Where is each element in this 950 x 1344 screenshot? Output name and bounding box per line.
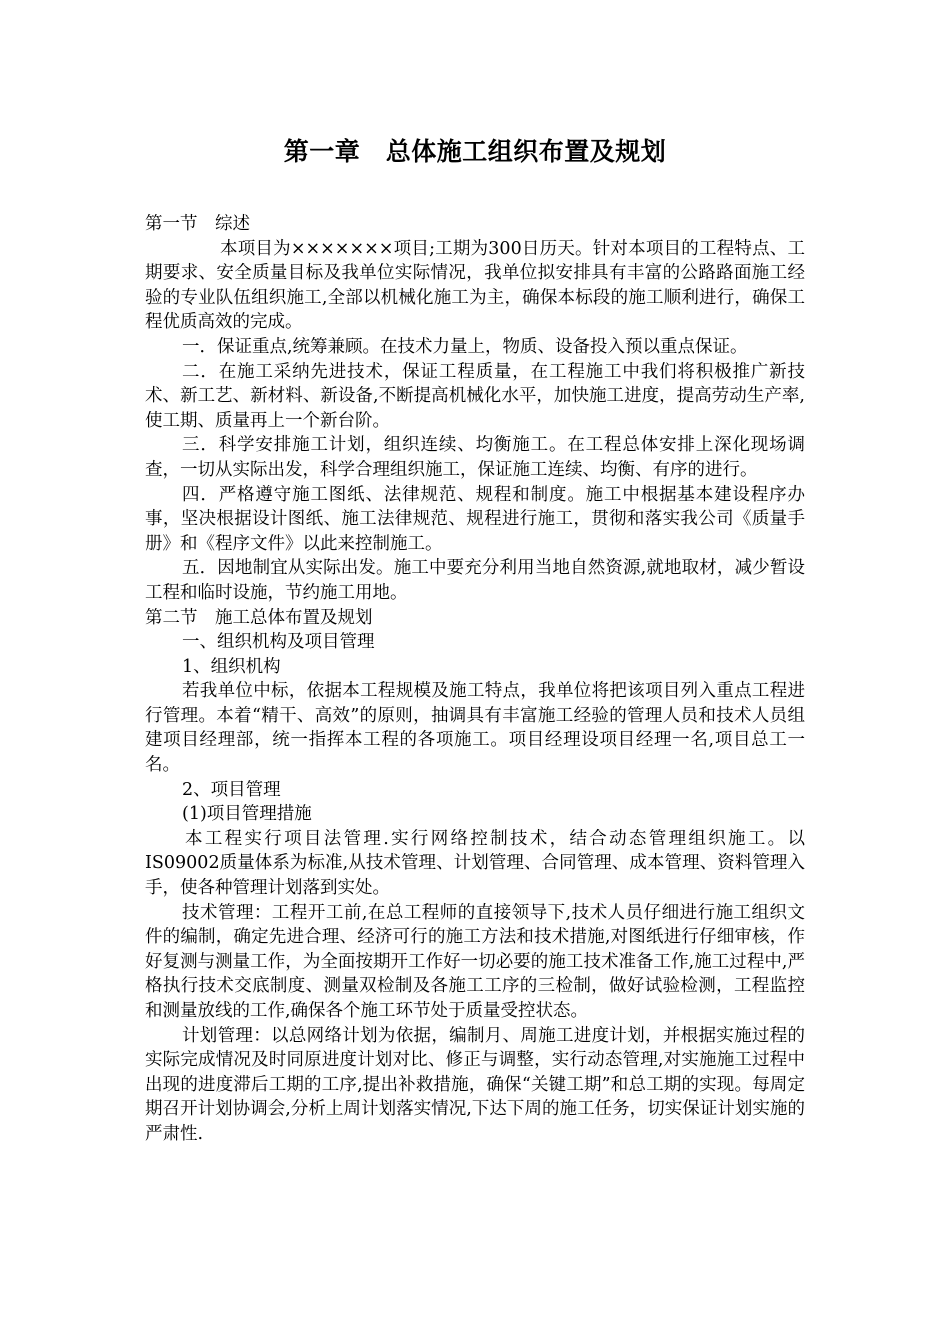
paragraph: 三．科学安排施工计划，组织连续、均衡施工。在工程总体安排上深化现场调查，一切从实际出发，科学合理组织施工，保证施工连续、均衡、有序的进行。 xyxy=(145,435,805,480)
paragraph: 一．保证重点,统筹兼顾。在技术力量上，物质、设备投入预以重点保证。 xyxy=(182,336,748,357)
subheading: 1、组织机构 xyxy=(182,656,281,677)
paragraph: 二．在施工采纳先进技术，保证工程质量，在工程施工中我们将积极推广新技术、新工艺、新材料、新设备,不断提高机械化水平，加快施工进度，提高劳动生产率,使工期、质量再上一个新台阶。 xyxy=(145,361,805,431)
document-body xyxy=(145,212,805,1147)
section-heading: 第二节 施工总体布置及规划 xyxy=(145,607,373,628)
section-heading: 第一节 综述 xyxy=(145,214,250,234)
subheading: 2、项目管理 xyxy=(182,779,281,800)
paragraph: 计划管理：以总网络计划为依据，编制月、周施工进度计划，并根据实施过程的实际完成情况及时同原进度计划对比、修正与调整，实行动态管理,对实施施工过程中出现的进度滞后工期的工序,提出补救措施，确保“关键工期”和总工期的实现。每周定期召开计划协调会,分析上周计划落实情况,下达下周的施工任务，切实保证计划实施的严肃性. xyxy=(145,1025,805,1144)
paragraph: 本项目为×××××××项目;工期为300日历天。针对本项目的工程特点、工期要求、安全质量目标及我单位实际情况，我单位拟安排具有丰富的公路路面施工经验的专业队伍组织施工,全部以机械化施工为主，确保本标段的施工顺利进行，确保工程优质高效的完成。 xyxy=(145,238,805,333)
paragraph: 若我单位中标，依据本工程规模及施工特点，我单位将把该项目列入重点工程进行管理。本着“精干、高效”的原则，抽调具有丰富施工经验的管理人员和技术人员组建项目经理部，统一指挥本工程的各项施工。项目经理设项目经理一名,项目总工一名。 xyxy=(145,681,805,776)
chapter-title: 第一章 总体施工组织布置及规划 xyxy=(283,137,667,166)
paragraph: 五．因地制宜从实际出发。施工中要充分利用当地自然资源,就地取材，减少暂设工程和临时设施，节约施工用地。 xyxy=(145,558,805,603)
paragraph: 四．严格遵守施工图纸、法律规范、规程和制度。施工中根据基本建设程序办事，坚决根据设计图纸、施工法律规范、规程进行施工，贯彻和落实我公司《质量手册》和《程序文件》以此来控制施工。 xyxy=(145,484,805,554)
paragraph: 本工程实行项目法管理.实行网络控制技术，结合动态管理组织施工。以IS09002质量体系为标准,从技术管理、计划管理、合同管理、成本管理、资料管理入手，使各种管理计划落到实处。 xyxy=(145,828,805,899)
subheading: 一、组织机构及项目管理 xyxy=(182,632,375,653)
paragraph: 技术管理：工程开工前,在总工程师的直接领导下,技术人员仔细进行施工组织文件的编制，确定先进合理、经济可行的施工方法和技术措施,对图纸进行仔细审核，作好复测与测量工作，为全面按期开工作好一切必要的施工技术准备工作,施工过程中,严格执行技术交底制度、测量双检制及各施工工序的三检制，做好试验检测，工程监控和测量放线的工作,确保各个施工环节处于质量受控状态。 xyxy=(145,902,805,1021)
subheading: (1)项目管理措施 xyxy=(182,804,312,825)
